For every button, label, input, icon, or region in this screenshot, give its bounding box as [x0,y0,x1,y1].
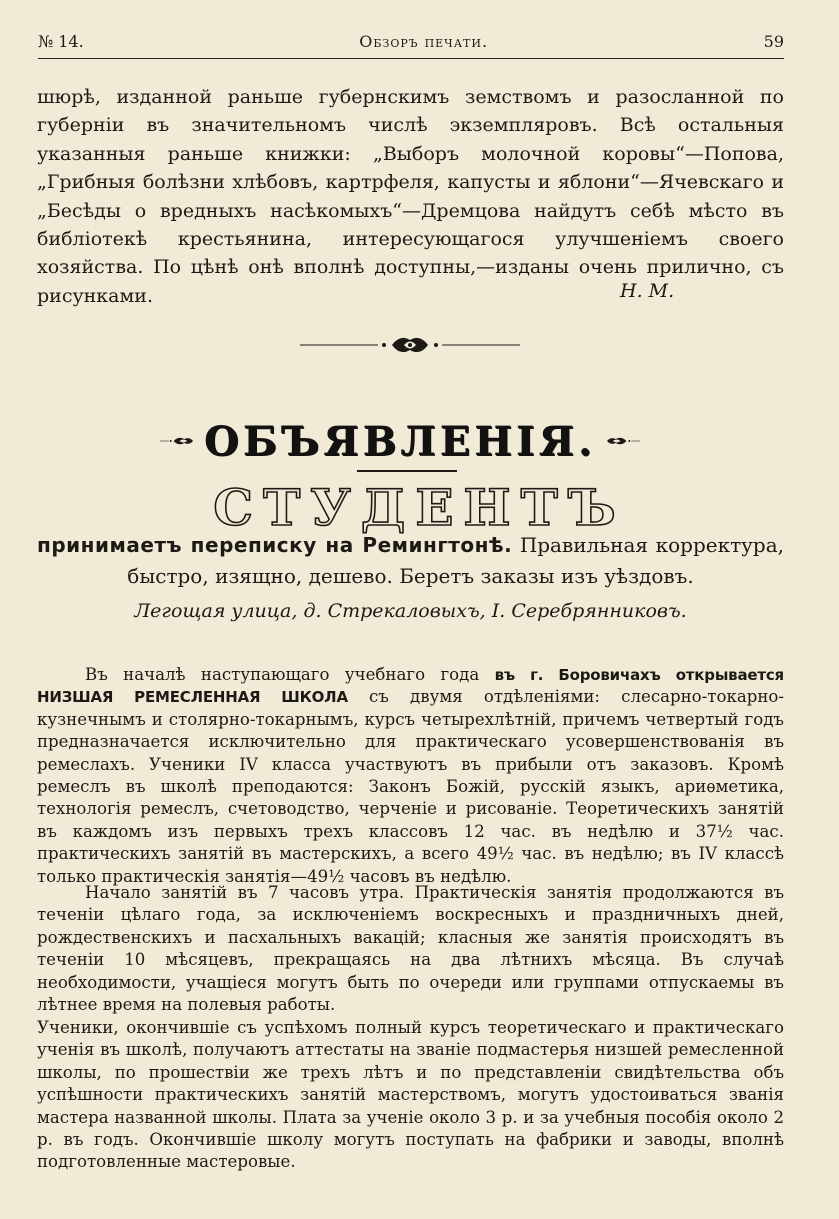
review-signature: Н. М. [620,280,675,302]
running-head [38,32,784,56]
student-ad-line-1-bold: принимаетъ переписку на Ремингтонѣ. [37,533,513,557]
student-ad-line-2: быстро, изящно, дешево. Беретъ заказы изъ уѣздовъ. [127,564,694,588]
fleuron-left-icon [160,428,194,454]
page-number: 59 [763,32,784,51]
school-ad-p1-start: Въ началѣ наступающаго учебнаго года [85,665,480,684]
student-ad-line-1 [37,530,784,561]
school-ad-paragraph-3: Ученики, окончившіе съ успѣхомъ полный курсъ теоретическаго и практическаго ученія въ школѣ, получаютъ аттестаты на званіе подмастерья низшей ремесленной школы, по прошествіи же трехъ лѣтъ и по представленіи свидѣтельства объ успѣшности практическихъ занятій мастерствомъ, могутъ удостоиваться званія мастера названной школы. Плата за ученіе около 3 р. и за учебныя пособія около 2 р. въ годъ. Окончившіе школу могутъ поступать на фабрики и заводы, вполнѣ подготовленные мастеровые. [37,1018,784,1172]
issue-number: № 14. [38,32,84,51]
fleuron-divider-icon [300,330,520,360]
student-ad-line-1-rest: Правильная корректура, [519,533,785,557]
announcements-heading [160,416,640,466]
student-ad-address: Легощая улица, д. Стрекаловыхъ, І. Серебрянниковъ. [134,600,687,622]
heading-rule [357,470,457,472]
student-ad-headline: СТУДЕНТЪ [213,478,626,537]
announcements-heading-text: ОБЪЯВЛЕНІЯ. [204,417,596,465]
header-rule [38,58,784,59]
school-ad-paragraph-1 [37,664,784,888]
school-ad-p1-bold: въ г. Боровичахъ открывается НИЗШАЯ РЕМЕСЛЕННАЯ ШКОЛА [37,666,784,707]
section-title: Обзоръ печати. [359,32,489,51]
fleuron-right-icon [606,428,640,454]
school-ad-paragraph-2: Начало занятій въ 7 часовъ утра. Практическія занятія продолжаются въ теченіи цѣлаго года, за исключеніемъ воскресныхъ и праздничныхъ дней, рождественскихъ и пасхальныхъ вакацій; класныя же занятія происходятъ въ теченіи 10 мѣсяцевъ, прекращаясь на два лѣтнихъ мѣсяца. Въ случаѣ необходимости, учащіеся могутъ быть по очереди или группами отпускаемы въ лѣтнее время на полевыя работы. [37,883,784,1015]
review-paragraph: шюрѣ, изданной раньше губернскимъ земствомъ и разосланной по губерніи въ значительномъ числѣ экземпляровъ. Всѣ остальныя указанныя раньше книжки: „Выборъ молочной коровы“—Попова, „Грибныя болѣзни хлѣбовъ, картрфеля, капусты и яблони“—Ячевскаго и „Бесѣды о вредныхъ насѣкомыхъ“—Дремцова найдутъ себѣ мѣсто въ библіотекѣ крестьянина, интересующагося улучшеніемъ своего хозяйства. По цѣнѣ онѣ вполнѣ доступны,—изданы очень прилично, съ рисунками. [37,86,784,307]
school-ad-p1-rest: съ двумя отдѣленіями: слесарно-токарно-кузнечнымъ и столярно-токарнымъ, курсъ четырехлѣтній, причемъ четвертый годъ предназначается исключительно для практическаго усовершенствованія въ ремеслахъ. Ученики IV класса участвуютъ въ прибыли отъ заказовъ. Кромѣ ремеслъ въ школѣ преподаются: Законъ Божій, русскій языкъ, ариѳметика, технологія ремеслъ, счетоводство, черченіе и рисованіе. Теоретическихъ занятій въ каждомъ изъ первыхъ трехъ классовъ 12 час. въ недѣлю и 37½ час. практическихъ занятій въ мастерскихъ, а всего 49½ час. въ недѣлю; въ IV классѣ только практическія занятія—49½ часовъ въ недѣлю. [37,687,784,886]
